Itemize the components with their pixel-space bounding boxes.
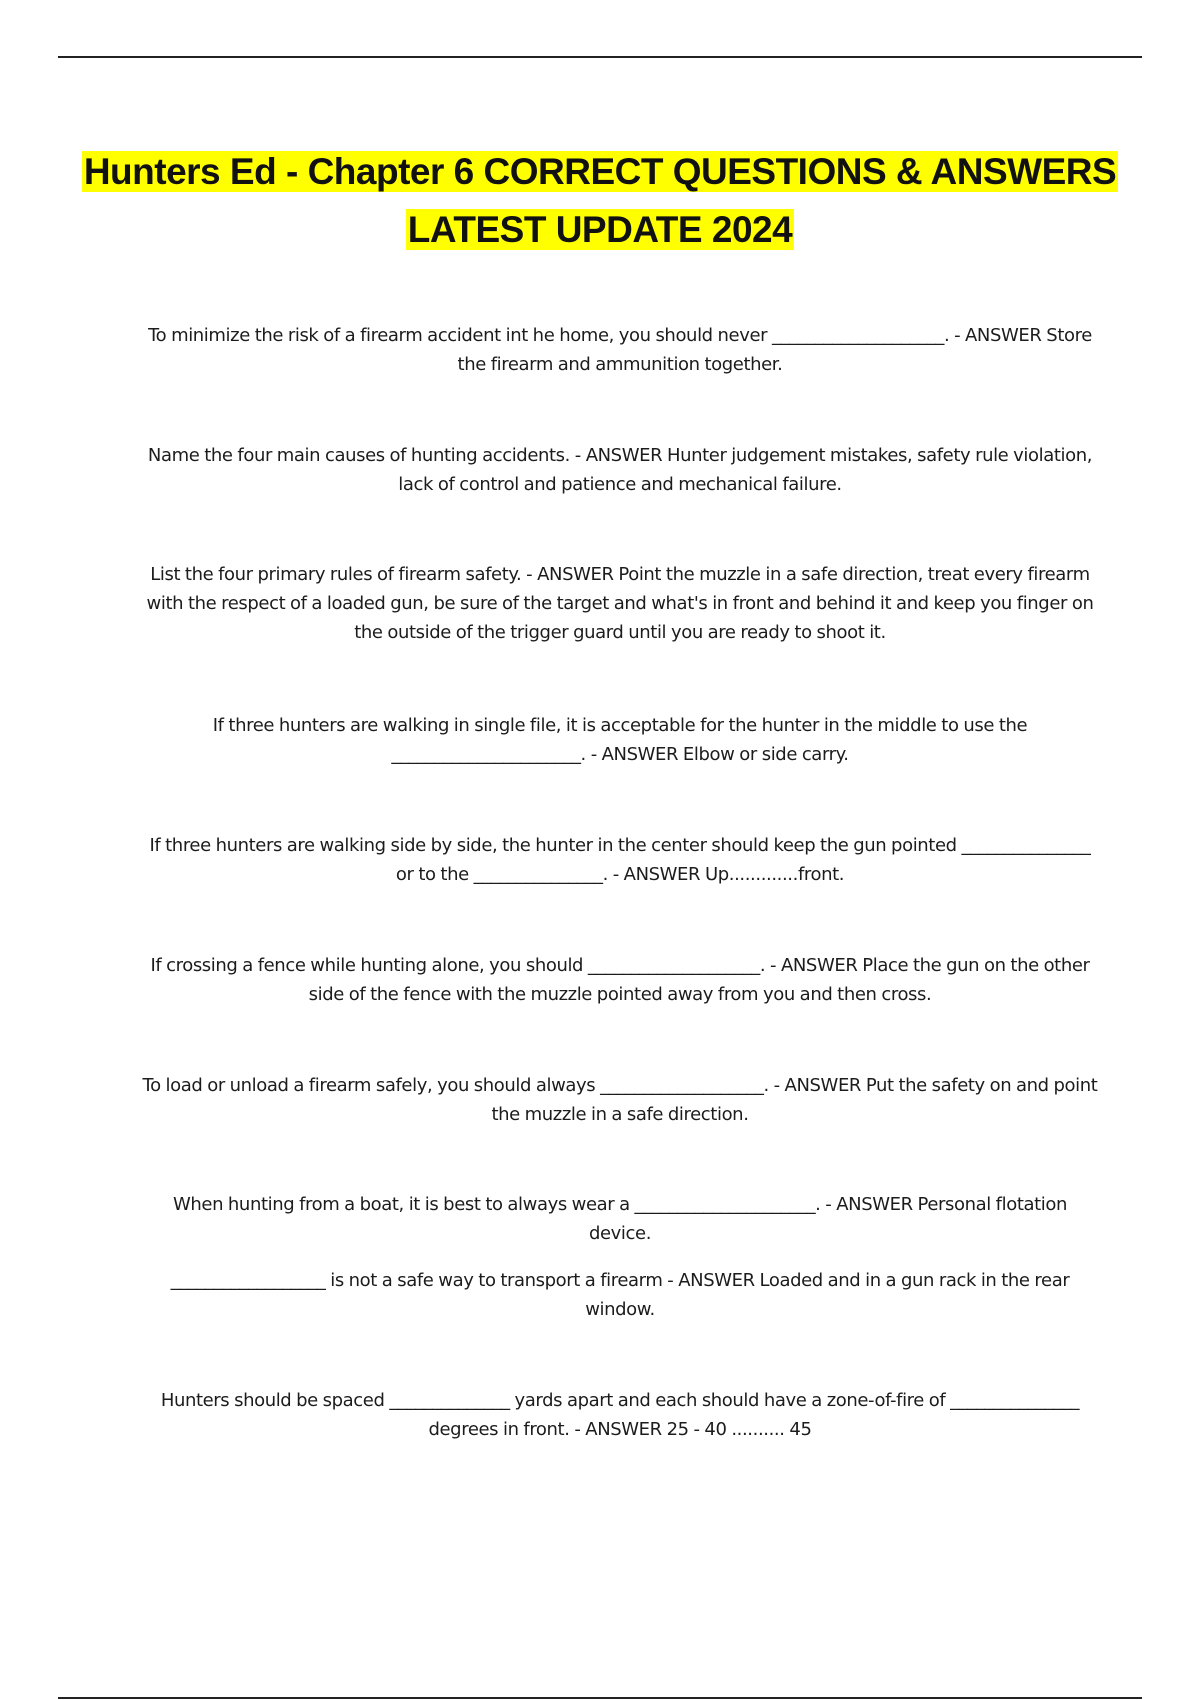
qa-item-3: List the four primary rules of firearm safety. - ANSWER Point the muzzle in a safe direction, treat every firearm with the respect of a loaded gun, be sure of the target and what's in front and behind it and keep you finger on the outside of the trigger guard until you are ready to shoot it.: [146, 564, 1094, 643]
qa-item-7: To load or unload a firearm safely, you should always ___________________. - ANSWER Put the safety on and point the muzzle in a safe direction.: [142, 1075, 1098, 1125]
qa-item-4: If three hunters are walking in single file, it is acceptable for the hunter in the middle to use the ______________________. - ANSWER Elbow or side carry.: [212, 715, 1028, 765]
qa-item-9: __________________ is not a safe way to transport a firearm - ANSWER Loaded and in a gun rack in the rear window.: [170, 1270, 1070, 1320]
qa-item-2: Name the four main causes of hunting accidents. - ANSWER Hunter judgement mistakes, safety rule violation, lack of control and patience and mechanical failure.: [147, 445, 1093, 495]
footer-rule: [58, 1697, 1142, 1699]
document-title-highlight: Hunters Ed - Chapter 6 CORRECT QUESTIONS & ANSWERS LATEST UPDATE 2024: [83, 151, 1117, 250]
header-rule: [58, 56, 1142, 58]
qa-item-6: If crossing a fence while hunting alone, you should ____________________. - ANSWER Place the gun on the other side of the fence with the muzzle pointed away from you and then cross.: [150, 955, 1090, 1005]
qa-item-8: When hunting from a boat, it is best to always wear a _____________________. - ANSWER Personal flotation device.: [173, 1194, 1067, 1244]
qa-item-1: To minimize the risk of a firearm accident int he home, you should never ____________________. - ANSWER Store the firearm and ammunition together.: [148, 325, 1092, 375]
qa-item-10: Hunters should be spaced ______________ yards apart and each should have a zone-of-fire of _______________ degrees in front. - ANSWER 25 - 40 .......... 45: [160, 1390, 1080, 1440]
qa-item-5: If three hunters are walking side by side, the hunter in the center should keep the gun pointed _______________ or to the _______________. - ANSWER Up.............front.: [149, 835, 1091, 885]
document-title: [80, 143, 1120, 259]
